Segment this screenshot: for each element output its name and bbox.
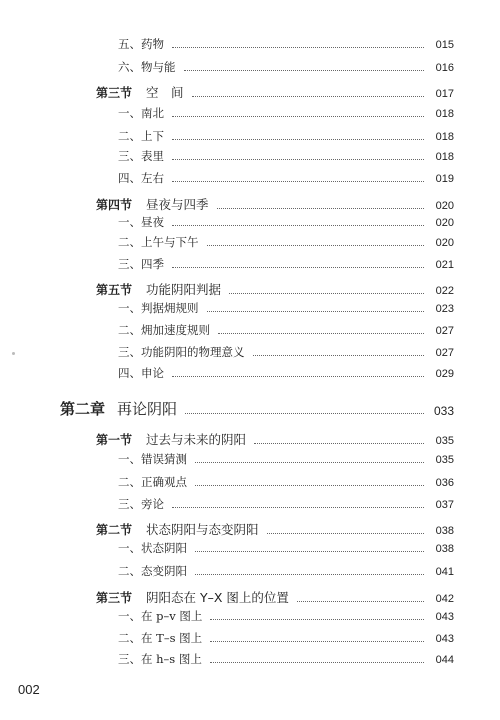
dot-leader	[172, 47, 424, 48]
entry-number: 第三节	[96, 591, 133, 605]
toc-subsection[interactable]	[118, 39, 454, 51]
entry-title: 空 间	[146, 85, 184, 100]
entry-number: 一、	[118, 106, 141, 120]
dot-leader	[207, 311, 425, 312]
entry-title: 在 h–s 图上	[141, 652, 202, 666]
entry-page-number: 041	[435, 565, 454, 578]
scan-mark	[12, 352, 15, 355]
entry-label	[96, 196, 209, 212]
entry-title: 状态阴阳	[141, 541, 187, 555]
entry-title: 旁论	[141, 497, 164, 511]
entry-number: 一、	[118, 609, 141, 623]
toc-subsection[interactable]	[118, 368, 454, 380]
toc-subsection[interactable]	[118, 131, 454, 143]
entry-number: 二、	[118, 323, 141, 337]
dot-leader	[195, 551, 424, 552]
entry-label	[118, 62, 176, 74]
dot-leader	[172, 267, 424, 268]
toc-subsection[interactable]	[118, 173, 454, 185]
entry-label	[118, 237, 199, 249]
entry-page-number: 021	[435, 258, 454, 271]
entry-page-number: 020	[435, 200, 454, 212]
entry-page-number: 038	[435, 525, 454, 537]
entry-label	[96, 431, 246, 447]
toc-subsection[interactable]	[118, 347, 454, 359]
entry-label	[118, 368, 164, 380]
entry-title: 上午与下午	[141, 235, 199, 249]
entry-page-number: 017	[435, 88, 454, 100]
entry-title: 在 T–s 图上	[141, 631, 203, 645]
entry-page-number: 020	[435, 216, 454, 229]
entry-label	[96, 281, 221, 297]
entry-page-number: 023	[435, 302, 454, 315]
entry-title: 四季	[141, 257, 164, 271]
toc-subsection[interactable]	[118, 108, 454, 120]
dot-leader	[185, 413, 424, 414]
entry-number: 三、	[118, 257, 141, 271]
entry-label	[118, 611, 202, 623]
folio-page-number: 002	[18, 682, 40, 697]
toc-section[interactable]	[96, 589, 454, 605]
entry-number: 二、	[118, 631, 141, 645]
toc-subsection[interactable]	[118, 633, 454, 645]
entry-number: 五、	[118, 37, 141, 51]
entry-title: 判据㶲规则	[141, 301, 199, 315]
entry-title: 正确观点	[141, 475, 187, 489]
toc-section[interactable]	[96, 84, 454, 100]
toc-subsection[interactable]	[118, 477, 454, 489]
entry-label	[118, 454, 187, 466]
entry-title: 再论阴阳	[117, 400, 178, 418]
entry-page-number: 035	[435, 435, 454, 447]
dot-leader	[210, 641, 424, 642]
entry-label	[118, 633, 202, 645]
entry-title: 阴阳态在 Y–X 图上的位置	[146, 590, 289, 605]
entry-title: 状态阴阳与态变阴阳	[146, 522, 259, 537]
entry-title: 上下	[141, 129, 164, 143]
entry-number: 三、	[118, 149, 141, 163]
entry-number: 二、	[118, 564, 141, 578]
entry-label	[118, 151, 164, 163]
toc-subsection[interactable]	[118, 325, 454, 337]
dot-leader	[192, 96, 424, 97]
entry-number: 三、	[118, 497, 141, 511]
entry-title: 态变阴阳	[141, 564, 187, 578]
entry-label	[96, 521, 259, 537]
entry-number: 第二节	[96, 523, 133, 537]
entry-page-number: 027	[435, 346, 454, 359]
entry-page-number: 015	[435, 38, 454, 51]
entry-number: 第四节	[96, 198, 133, 212]
entry-label	[118, 499, 164, 511]
entry-page-number: 029	[435, 367, 454, 380]
entry-number: 第一节	[96, 433, 133, 447]
toc-subsection[interactable]	[118, 566, 454, 578]
entry-title: 物与能	[141, 60, 176, 74]
entry-label	[60, 402, 177, 417]
entry-title: 左右	[141, 171, 164, 185]
dot-leader	[218, 333, 424, 334]
entry-number: 第三节	[96, 86, 133, 100]
entry-page-number: 016	[435, 61, 454, 74]
entry-number: 一、	[118, 215, 141, 229]
toc-chapter[interactable]	[60, 402, 454, 417]
dot-leader	[172, 225, 424, 226]
entry-title: 南北	[141, 106, 164, 120]
entry-page-number: 018	[435, 130, 454, 143]
dot-leader	[195, 574, 424, 575]
toc-section[interactable]	[96, 281, 454, 297]
dot-leader	[184, 70, 425, 71]
entry-label	[118, 477, 187, 489]
entry-page-number: 043	[435, 610, 454, 623]
entry-label	[118, 325, 210, 337]
dot-leader	[297, 601, 424, 602]
entry-number: 二、	[118, 475, 141, 489]
entry-page-number: 044	[435, 653, 454, 666]
entry-title: 表里	[141, 149, 164, 163]
dot-leader	[207, 245, 425, 246]
toc-subsection[interactable]	[118, 499, 454, 511]
dot-leader	[172, 116, 424, 117]
entry-page-number: 043	[435, 632, 454, 645]
dot-leader	[172, 181, 424, 182]
dot-leader	[210, 662, 424, 663]
toc-subsection[interactable]	[118, 151, 454, 163]
entry-page-number: 018	[435, 107, 454, 120]
dot-leader	[172, 507, 424, 508]
entry-label	[118, 39, 164, 51]
dot-leader	[172, 376, 424, 377]
toc-subsection[interactable]	[118, 654, 454, 666]
entry-page-number: 019	[435, 172, 454, 185]
entry-title: 申论	[141, 366, 164, 380]
entry-title: 药物	[141, 37, 164, 51]
entry-page-number: 018	[435, 150, 454, 163]
entry-label	[96, 84, 184, 100]
toc-section[interactable]	[96, 196, 454, 212]
entry-title: 在 p–v 图上	[141, 609, 203, 623]
toc-subsection[interactable]	[118, 217, 454, 229]
toc-section[interactable]	[96, 521, 454, 537]
dot-leader	[210, 619, 424, 620]
dot-leader	[172, 139, 424, 140]
entry-page-number: 035	[435, 453, 454, 466]
toc-section[interactable]	[96, 431, 454, 447]
toc-subsection[interactable]	[118, 543, 454, 555]
entry-label	[118, 259, 164, 271]
entry-label	[118, 303, 199, 315]
entry-page-number: 033	[433, 404, 454, 418]
dot-leader	[254, 443, 424, 444]
entry-title: 功能阴阳的物理意义	[141, 345, 245, 359]
entry-title: 㶲加速度规则	[141, 323, 210, 337]
dot-leader	[217, 208, 424, 209]
entry-number: 三、	[118, 652, 141, 666]
entry-label	[118, 108, 164, 120]
entry-label	[118, 347, 245, 359]
entry-page-number: 038	[435, 542, 454, 555]
entry-page-number: 020	[435, 236, 454, 249]
dot-leader	[267, 533, 424, 534]
entry-page-number: 042	[435, 593, 454, 605]
dot-leader	[172, 159, 424, 160]
entry-number: 四、	[118, 366, 141, 380]
entry-page-number: 027	[435, 324, 454, 337]
toc-subsection[interactable]	[118, 62, 454, 74]
entry-number: 一、	[118, 541, 141, 555]
entry-title: 过去与未来的阴阳	[146, 432, 247, 447]
entry-title: 昼夜	[141, 215, 164, 229]
dot-leader	[195, 462, 424, 463]
dot-leader	[195, 485, 424, 486]
entry-label	[118, 654, 202, 666]
entry-number: 二、	[118, 235, 141, 249]
entry-page-number: 036	[435, 476, 454, 489]
toc-subsection[interactable]	[118, 303, 454, 315]
entry-number: 三、	[118, 345, 141, 359]
dot-leader	[229, 293, 424, 294]
entry-label	[118, 566, 187, 578]
toc-subsection[interactable]	[118, 259, 454, 271]
entry-number: 第五节	[96, 283, 133, 297]
toc-subsection[interactable]	[118, 611, 454, 623]
entry-label	[118, 543, 187, 555]
entry-title: 昼夜与四季	[146, 197, 209, 212]
entry-number: 一、	[118, 301, 141, 315]
entry-number: 四、	[118, 171, 141, 185]
entry-number: 二、	[118, 129, 141, 143]
entry-number: 六、	[118, 60, 141, 74]
entry-label	[118, 217, 164, 229]
entry-label	[118, 131, 164, 143]
dot-leader	[253, 355, 425, 356]
entry-number: 一、	[118, 452, 141, 466]
entry-number: 第二章	[60, 400, 106, 418]
toc-subsection[interactable]	[118, 237, 454, 249]
entry-title: 功能阴阳判据	[146, 282, 222, 297]
entry-label	[118, 173, 164, 185]
entry-label	[96, 589, 289, 605]
entry-title: 错误猜测	[141, 452, 187, 466]
entry-page-number: 037	[435, 498, 454, 511]
toc-subsection[interactable]	[118, 454, 454, 466]
entry-page-number: 022	[435, 285, 454, 297]
